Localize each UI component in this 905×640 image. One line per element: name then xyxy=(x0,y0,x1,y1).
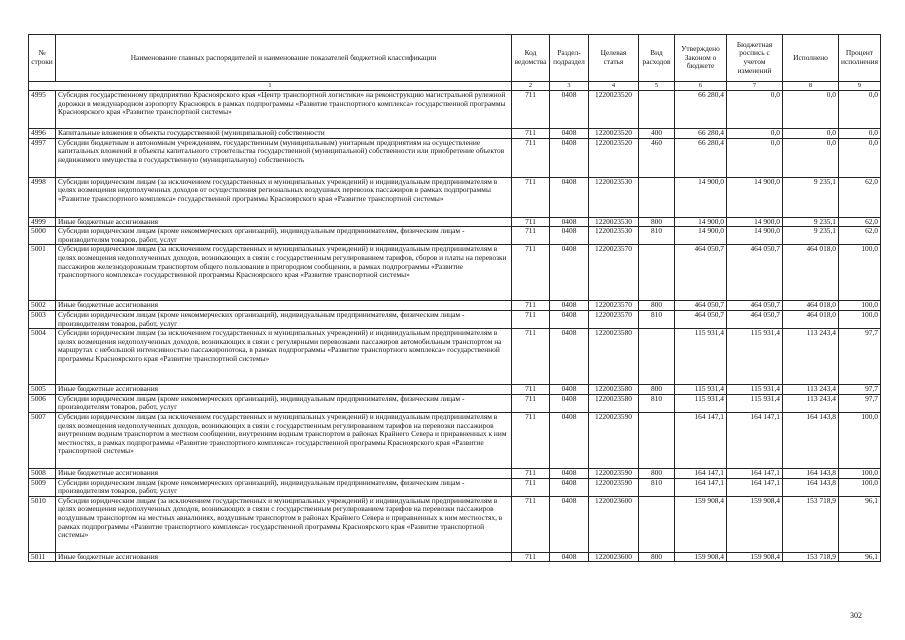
table-row xyxy=(29,478,881,496)
table-row xyxy=(29,310,881,328)
column-number: 7 xyxy=(727,82,783,91)
header-dept-code: Код ведомства xyxy=(512,35,550,82)
row-executed: 113 243,4 xyxy=(783,329,839,385)
row-planned: 464 050,7 xyxy=(727,245,783,301)
row-dept-code: 711 xyxy=(512,412,550,468)
row-section: 0408 xyxy=(550,385,589,395)
row-executed: 113 243,4 xyxy=(783,394,839,412)
row-executed: 164 143,8 xyxy=(783,412,839,468)
row-name: Иные бюджетные ассигнования xyxy=(56,301,512,311)
row-approved: 66 280,4 xyxy=(675,129,727,139)
row-number: 5001 xyxy=(29,245,56,301)
row-section: 0408 xyxy=(550,552,589,562)
row-planned: 115 931,4 xyxy=(727,394,783,412)
row-section: 0408 xyxy=(550,468,589,478)
row-expense-type: 800 xyxy=(639,385,675,395)
row-dept-code: 711 xyxy=(512,129,550,139)
row-name: Субсидии бюджетным и автономным учреждениям, государственным (муниципальным) унитарным предприятиям на осуществление капитальных вложений в объекты капитального строительства государственной (муниципальной) собственности или приобретение объектов недвижимого имущества в государственную (муниципальную) собственность xyxy=(56,138,512,177)
row-dept-code: 711 xyxy=(512,478,550,496)
header-planned: Бюджетная роспись с учетом изменений xyxy=(727,35,783,82)
row-number: 5004 xyxy=(29,329,56,385)
row-expense-type xyxy=(639,496,675,552)
row-planned: 0,0 xyxy=(727,91,783,129)
column-number: 2 xyxy=(512,82,550,91)
header-expense-type: Вид расходов xyxy=(639,35,675,82)
table-row xyxy=(29,552,881,562)
row-executed: 113 243,4 xyxy=(783,385,839,395)
row-section: 0408 xyxy=(550,301,589,311)
row-name: Субсидии юридическим лицам (за исключением государственных и муниципальных учреждений) и индивидуальным предпринимателям в целях возмещения недополученных доходов, возникающих в связи с государственным регулированием тарифов на перевозки пассажиров воздушным транспортом на местных авиалиниях, воздушным транспортом в районах Крайнего Севера и приравненных к ним местностях, в рамках подпрограммы «Развитие транспортного комплекса» государственной программы Красноярского края «Развитие транспортной системы» xyxy=(56,496,512,552)
table-row xyxy=(29,129,881,139)
row-percent: 96,1 xyxy=(839,496,881,552)
header-name: Наименование главных распорядителей и наименование показателей бюджетной классификации xyxy=(56,35,512,82)
row-executed: 164 143,8 xyxy=(783,468,839,478)
table-row xyxy=(29,138,881,177)
row-number: 4997 xyxy=(29,138,56,177)
row-dept-code: 711 xyxy=(512,552,550,562)
row-section: 0408 xyxy=(550,227,589,245)
row-name: Субсидии юридическим лицам (кроме некоммерческих организаций), индивидуальным предпринимателям, физическим лицам - производителям товаров, работ, услуг xyxy=(56,394,512,412)
row-expense-type: 810 xyxy=(639,227,675,245)
row-expense-type: 810 xyxy=(639,394,675,412)
row-expense-type xyxy=(639,177,675,217)
row-expense-type: 800 xyxy=(639,552,675,562)
row-section: 0408 xyxy=(550,177,589,217)
column-number: 6 xyxy=(675,82,727,91)
row-number: 5006 xyxy=(29,394,56,412)
row-approved: 159 908,4 xyxy=(675,552,727,562)
table-row xyxy=(29,329,881,385)
row-executed: 0,0 xyxy=(783,91,839,129)
row-expense-type: 810 xyxy=(639,310,675,328)
row-approved: 115 931,4 xyxy=(675,394,727,412)
row-planned: 0,0 xyxy=(727,138,783,177)
row-target: 1220023590 xyxy=(589,478,639,496)
row-section: 0408 xyxy=(550,129,589,139)
row-approved: 164 147,1 xyxy=(675,478,727,496)
row-planned: 0,0 xyxy=(727,129,783,139)
row-planned: 164 147,1 xyxy=(727,468,783,478)
row-approved: 115 931,4 xyxy=(675,329,727,385)
row-name: Субсидии юридическим лицам (за исключением государственных и муниципальных учреждений) и индивидуальным предпринимателям в целях возмещения недополученных доходов, возникающих в связи с регулярными перевозками пассажиров автомобильным транспортом на маршрутах с небольшой интенсивностью пассажиропотока, в рамках подпрограммы «Развитие транспортного комплекса» государственной программы Красноярского края «Развитие транспортной системы» xyxy=(56,329,512,385)
row-percent: 62,0 xyxy=(839,227,881,245)
row-percent: 100,0 xyxy=(839,478,881,496)
row-name: Субсидии юридическим лицам (за исключением государственных и муниципальных учреждений) и индивидуальным предпринимателям в целях возмещения недополученных доходов, возникающих в связи с государственным регулированием тарифов, сборов и платы на перевозки пассажиров железнодорожным транспортом общего пользования в пригородном сообщении, в рамках подпрограммы «Развитие транспортного комплекса» государственной программы Красноярского края «Развитие транспортной системы» xyxy=(56,245,512,301)
table-row xyxy=(29,468,881,478)
row-name: Субсидии юридическим лицам (за исключением государственных и муниципальных учреждений) и индивидуальным предпринимателям в целях возмещения недополученных доходов от осуществления региональных воздушных перевозок пассажиров в рамках подпрограммы «Развитие транспортного комплекса» государственной программы Красноярского края «Развитие транспортной системы» xyxy=(56,177,512,217)
row-planned: 159 908,4 xyxy=(727,552,783,562)
row-dept-code: 711 xyxy=(512,310,550,328)
row-approved: 464 050,7 xyxy=(675,245,727,301)
row-name: Субсидии юридическим лицам (кроме некоммерческих организаций), индивидуальным предпринимателям, физическим лицам - производителям товаров, работ, услуг xyxy=(56,478,512,496)
column-number: 9 xyxy=(839,82,881,91)
row-approved: 159 908,4 xyxy=(675,496,727,552)
row-number: 5007 xyxy=(29,412,56,468)
budget-table xyxy=(28,34,881,562)
table-row xyxy=(29,91,881,129)
row-name: Субсидии юридическим лицам (кроме некоммерческих организаций), индивидуальным предпринимателям, физическим лицам - производителям товаров, работ, услуг xyxy=(56,227,512,245)
row-dept-code: 711 xyxy=(512,245,550,301)
row-approved: 115 931,4 xyxy=(675,385,727,395)
row-target: 1220023530 xyxy=(589,177,639,217)
row-section: 0408 xyxy=(550,310,589,328)
row-percent: 0,0 xyxy=(839,138,881,177)
row-section: 0408 xyxy=(550,412,589,468)
row-section: 0408 xyxy=(550,91,589,129)
table-row xyxy=(29,301,881,311)
row-target: 1220023570 xyxy=(589,310,639,328)
row-dept-code: 711 xyxy=(512,138,550,177)
row-number: 5005 xyxy=(29,385,56,395)
row-dept-code: 711 xyxy=(512,329,550,385)
row-number: 5002 xyxy=(29,301,56,311)
row-target: 1220023530 xyxy=(589,227,639,245)
row-executed: 0,0 xyxy=(783,138,839,177)
row-name: Субсидии юридическим лицам (кроме некоммерческих организаций), индивидуальным предпринимателям, физическим лицам - производителям товаров, работ, услуг xyxy=(56,310,512,328)
row-percent: 100,0 xyxy=(839,301,881,311)
row-dept-code: 711 xyxy=(512,496,550,552)
row-target: 1220023600 xyxy=(589,496,639,552)
row-number: 5010 xyxy=(29,496,56,552)
row-planned: 464 050,7 xyxy=(727,301,783,311)
table-row xyxy=(29,412,881,468)
row-percent: 100,0 xyxy=(839,412,881,468)
row-target: 1220023530 xyxy=(589,217,639,227)
row-target: 1220023570 xyxy=(589,301,639,311)
column-number: 4 xyxy=(589,82,639,91)
row-number: 5011 xyxy=(29,552,56,562)
row-section: 0408 xyxy=(550,496,589,552)
row-executed: 9 235,1 xyxy=(783,217,839,227)
table-row xyxy=(29,385,881,395)
row-target: 1220023600 xyxy=(589,552,639,562)
row-expense-type: 800 xyxy=(639,301,675,311)
row-percent: 96,1 xyxy=(839,552,881,562)
table-row xyxy=(29,217,881,227)
row-expense-type: 800 xyxy=(639,217,675,227)
row-executed: 464 018,0 xyxy=(783,245,839,301)
row-name: Иные бюджетные ассигнования xyxy=(56,217,512,227)
row-number: 5009 xyxy=(29,478,56,496)
row-percent: 100,0 xyxy=(839,310,881,328)
row-planned: 14 900,0 xyxy=(727,217,783,227)
row-name: Субсидия государственному предприятию Красноярского края «Центр транспортной логистики» на реконструкцию магистральной рулежной дорожки в международном аэропорту Красноярск в рамках подпрограммы «Развитие транспортного комплекса» государственной программы Красноярского края «Развитие транспортной системы» xyxy=(56,91,512,129)
row-planned: 164 147,1 xyxy=(727,478,783,496)
row-expense-type xyxy=(639,412,675,468)
row-number: 5008 xyxy=(29,468,56,478)
row-name: Субсидии юридическим лицам (за исключением государственных и муниципальных учреждений) и индивидуальным предпринимателям в целях возмещения недополученных доходов, возникающих в связи с государственным регулированием тарифов на перевозки пассажиров внутренним водным транспортом в местном сообщении, внутренним водным транспортом в районах Крайнего Севера и приравненных к ним местностях, в рамках подпрограммы «Развитие транспортного комплекса» государственной программы Красноярского края «Развитие транспортной системы» xyxy=(56,412,512,468)
row-planned: 115 931,4 xyxy=(727,385,783,395)
column-number: 1 xyxy=(29,82,512,91)
row-percent: 0,0 xyxy=(839,91,881,129)
header-row xyxy=(29,35,881,82)
row-dept-code: 711 xyxy=(512,301,550,311)
row-executed: 464 018,0 xyxy=(783,310,839,328)
header-target: Целевая статья xyxy=(589,35,639,82)
row-approved: 164 147,1 xyxy=(675,412,727,468)
row-executed: 9 235,1 xyxy=(783,177,839,217)
row-dept-code: 711 xyxy=(512,394,550,412)
column-number: 5 xyxy=(639,82,675,91)
table-row xyxy=(29,177,881,217)
table-row xyxy=(29,394,881,412)
row-planned: 14 900,0 xyxy=(727,227,783,245)
header-row-no: № строки xyxy=(29,35,56,82)
row-section: 0408 xyxy=(550,394,589,412)
column-number: 3 xyxy=(550,82,589,91)
row-expense-type xyxy=(639,91,675,129)
row-target: 1220023580 xyxy=(589,329,639,385)
row-dept-code: 711 xyxy=(512,177,550,217)
row-percent: 97,7 xyxy=(839,385,881,395)
row-name: Иные бюджетные ассигнования xyxy=(56,552,512,562)
table-body xyxy=(29,91,881,562)
row-target: 1220023580 xyxy=(589,385,639,395)
row-planned: 14 900,0 xyxy=(727,177,783,217)
header-approved: Утверждено Законом о бюджете xyxy=(675,35,727,82)
header-percent: Процент исполнения xyxy=(839,35,881,82)
row-planned: 464 050,7 xyxy=(727,310,783,328)
row-name: Иные бюджетные ассигнования xyxy=(56,468,512,478)
row-target: 1220023580 xyxy=(589,394,639,412)
row-dept-code: 711 xyxy=(512,217,550,227)
row-approved: 464 050,7 xyxy=(675,310,727,328)
row-number: 5003 xyxy=(29,310,56,328)
row-expense-type xyxy=(639,245,675,301)
table-row xyxy=(29,227,881,245)
row-expense-type: 400 xyxy=(639,129,675,139)
row-executed: 0,0 xyxy=(783,129,839,139)
row-percent: 0,0 xyxy=(839,129,881,139)
row-name: Капитальные вложения в объекты государственной (муниципальной) собственности xyxy=(56,129,512,139)
row-section: 0408 xyxy=(550,138,589,177)
row-section: 0408 xyxy=(550,478,589,496)
table-row xyxy=(29,496,881,552)
row-target: 1220023590 xyxy=(589,412,639,468)
row-target: 1220023520 xyxy=(589,138,639,177)
row-target: 1220023520 xyxy=(589,129,639,139)
row-number: 5000 xyxy=(29,227,56,245)
column-number: 8 xyxy=(783,82,839,91)
row-section: 0408 xyxy=(550,245,589,301)
row-expense-type: 460 xyxy=(639,138,675,177)
row-number: 4999 xyxy=(29,217,56,227)
row-executed: 153 718,9 xyxy=(783,496,839,552)
row-planned: 115 931,4 xyxy=(727,329,783,385)
row-approved: 66 280,4 xyxy=(675,138,727,177)
table-row xyxy=(29,245,881,301)
row-approved: 66 280,4 xyxy=(675,91,727,129)
row-approved: 14 900,0 xyxy=(675,217,727,227)
header-section: Раздел-подраздел xyxy=(550,35,589,82)
row-dept-code: 711 xyxy=(512,385,550,395)
row-percent: 97,7 xyxy=(839,329,881,385)
page-number: 302 xyxy=(850,611,862,620)
row-section: 0408 xyxy=(550,217,589,227)
row-percent: 97,7 xyxy=(839,394,881,412)
row-executed: 164 143,8 xyxy=(783,478,839,496)
row-target: 1220023590 xyxy=(589,468,639,478)
column-number-row xyxy=(29,82,881,91)
row-executed: 153 718,9 xyxy=(783,552,839,562)
row-name: Иные бюджетные ассигнования xyxy=(56,385,512,395)
row-number: 4996 xyxy=(29,129,56,139)
row-dept-code: 711 xyxy=(512,91,550,129)
row-approved: 464 050,7 xyxy=(675,301,727,311)
row-planned: 164 147,1 xyxy=(727,412,783,468)
row-dept-code: 711 xyxy=(512,227,550,245)
row-approved: 164 147,1 xyxy=(675,468,727,478)
row-expense-type: 800 xyxy=(639,468,675,478)
header-executed: Исполнено xyxy=(783,35,839,82)
row-approved: 14 900,0 xyxy=(675,227,727,245)
row-approved: 14 900,0 xyxy=(675,177,727,217)
row-executed: 9 235,1 xyxy=(783,227,839,245)
row-percent: 62,0 xyxy=(839,177,881,217)
row-expense-type xyxy=(639,329,675,385)
row-executed: 464 018,0 xyxy=(783,301,839,311)
row-section: 0408 xyxy=(550,329,589,385)
row-number: 4998 xyxy=(29,177,56,217)
row-expense-type: 810 xyxy=(639,478,675,496)
row-target: 1220023520 xyxy=(589,91,639,129)
row-number: 4995 xyxy=(29,91,56,129)
row-dept-code: 711 xyxy=(512,468,550,478)
row-percent: 100,0 xyxy=(839,245,881,301)
row-percent: 62,0 xyxy=(839,217,881,227)
row-percent: 100,0 xyxy=(839,468,881,478)
row-target: 1220023570 xyxy=(589,245,639,301)
row-planned: 159 908,4 xyxy=(727,496,783,552)
